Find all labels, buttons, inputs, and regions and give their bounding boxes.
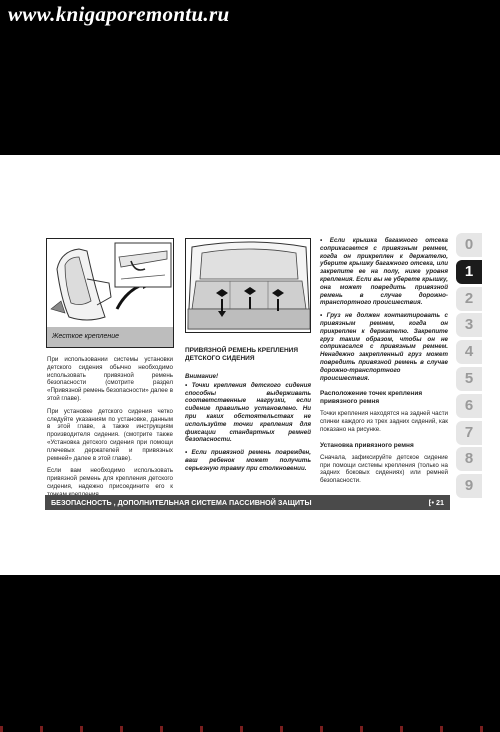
text-column-2 (185, 347, 311, 478)
figure-caption: Жесткое крепление (47, 327, 173, 347)
paragraph: При установке детского сидения четко следуйте указаниям по установке, данным в этой главе, а также инструкциям производителя сидения. (смотрите также «Установка детского сидения при помощи плечевых держателей и привязных ремней» далее в этой главе). (47, 407, 173, 462)
warning-item: • Точки крепления детского сидения способны выдерживать соответственные нагрузки, если сидение правильно установлено. Ни при каких обстоятельствах не используйте точки крепления для фиксации стандартных ремней безопасности. (185, 381, 311, 444)
page-footer (45, 495, 450, 510)
text-column-3 (320, 237, 448, 490)
tab-chapter-9[interactable]: 9 (456, 474, 482, 498)
warning-title: Внимание! (185, 373, 219, 380)
warning-item: • Если привязной ремень поврежден, ваш ребенок может получить серьезную травму при столкновении. (185, 449, 311, 472)
tab-chapter-1[interactable]: 1 (456, 260, 482, 284)
figure-tether-anchors (185, 238, 311, 333)
paragraph: Сначала, зафиксируйте детское сидение при помощи системы крепления (только на задних боковых сидениях) или ремней безопасности. (320, 453, 448, 485)
child-seat-illustration (47, 239, 174, 331)
chapter-tabs (456, 233, 482, 501)
section-heading: ПРИВЯЗНОЙ РЕМЕНЬ КРЕПЛЕНИЯ ДЕТСКОГО СИДЕНИЯ (185, 347, 299, 362)
paragraph: Если вам необходимо использовать привязной ремень для крепления детского сидения, надежно присоедините его к (47, 467, 173, 490)
figure-rigid-mount (46, 238, 174, 348)
watermark: www.knigaporemontu.ru (8, 2, 230, 26)
tab-chapter-7[interactable]: 7 (456, 421, 482, 445)
tab-chapter-6[interactable]: 6 (456, 394, 482, 418)
text-column-1 (47, 356, 173, 504)
warning-item: • Груз не должен контактировать с привязным ремнем, когда он прикреплен к держателю. Закрепите груз таким образом, чтобы он не соприкасался с привязным ремнем. Ненадежно закрепленный груз может повредить привязной ремень в случае дорожно-транспортного происшествия. (320, 312, 448, 382)
tab-chapter-5[interactable]: 5 (456, 367, 482, 391)
page-number: ⁅• 21 (428, 498, 444, 507)
subheading: Установка привязного ремня (320, 441, 414, 449)
paragraph: При использовании системы установки детского сидения обычно необходимо использовать привязной ремень безопасности (смотрите раздел «Привязной ремень безопасности» далее в этой главе). (47, 356, 173, 402)
bottom-strip (0, 726, 500, 732)
trunk-illustration (186, 239, 311, 333)
tab-chapter-8[interactable]: 8 (456, 447, 482, 471)
footer-title: БЕЗОПАСНОСТЬ , ДОПОЛНИТЕЛЬНАЯ СИСТЕМА ПАССИВНОЙ ЗАЩИТЫ (51, 498, 312, 507)
tab-chapter-2[interactable]: 2 (456, 287, 482, 311)
subheading: Расположение точек крепления привязного ремня (320, 390, 423, 406)
tab-chapter-3[interactable]: 3 (456, 313, 482, 337)
warning-item: • Если крышка багажного отсека соприкасается с привязным ремнем, когда он прикреплен к держателю, уберите крышку багажного отсека, или закрепите ее на полу, ниже уровня крепления. Если вы не уберете крышку, она может повредить привязной ремень в случае дорожно-транспортного происшествия. (320, 237, 448, 307)
paragraph: Точки крепления находятся на задней части спинки каждого из трех задних сидений, как показано на рисунке. (320, 410, 448, 433)
chapter-icon: ⁅ (428, 498, 432, 507)
tab-chapter-4[interactable]: 4 (456, 340, 482, 364)
manual-page (0, 155, 500, 575)
tab-chapter-0[interactable]: 0 (456, 233, 482, 257)
